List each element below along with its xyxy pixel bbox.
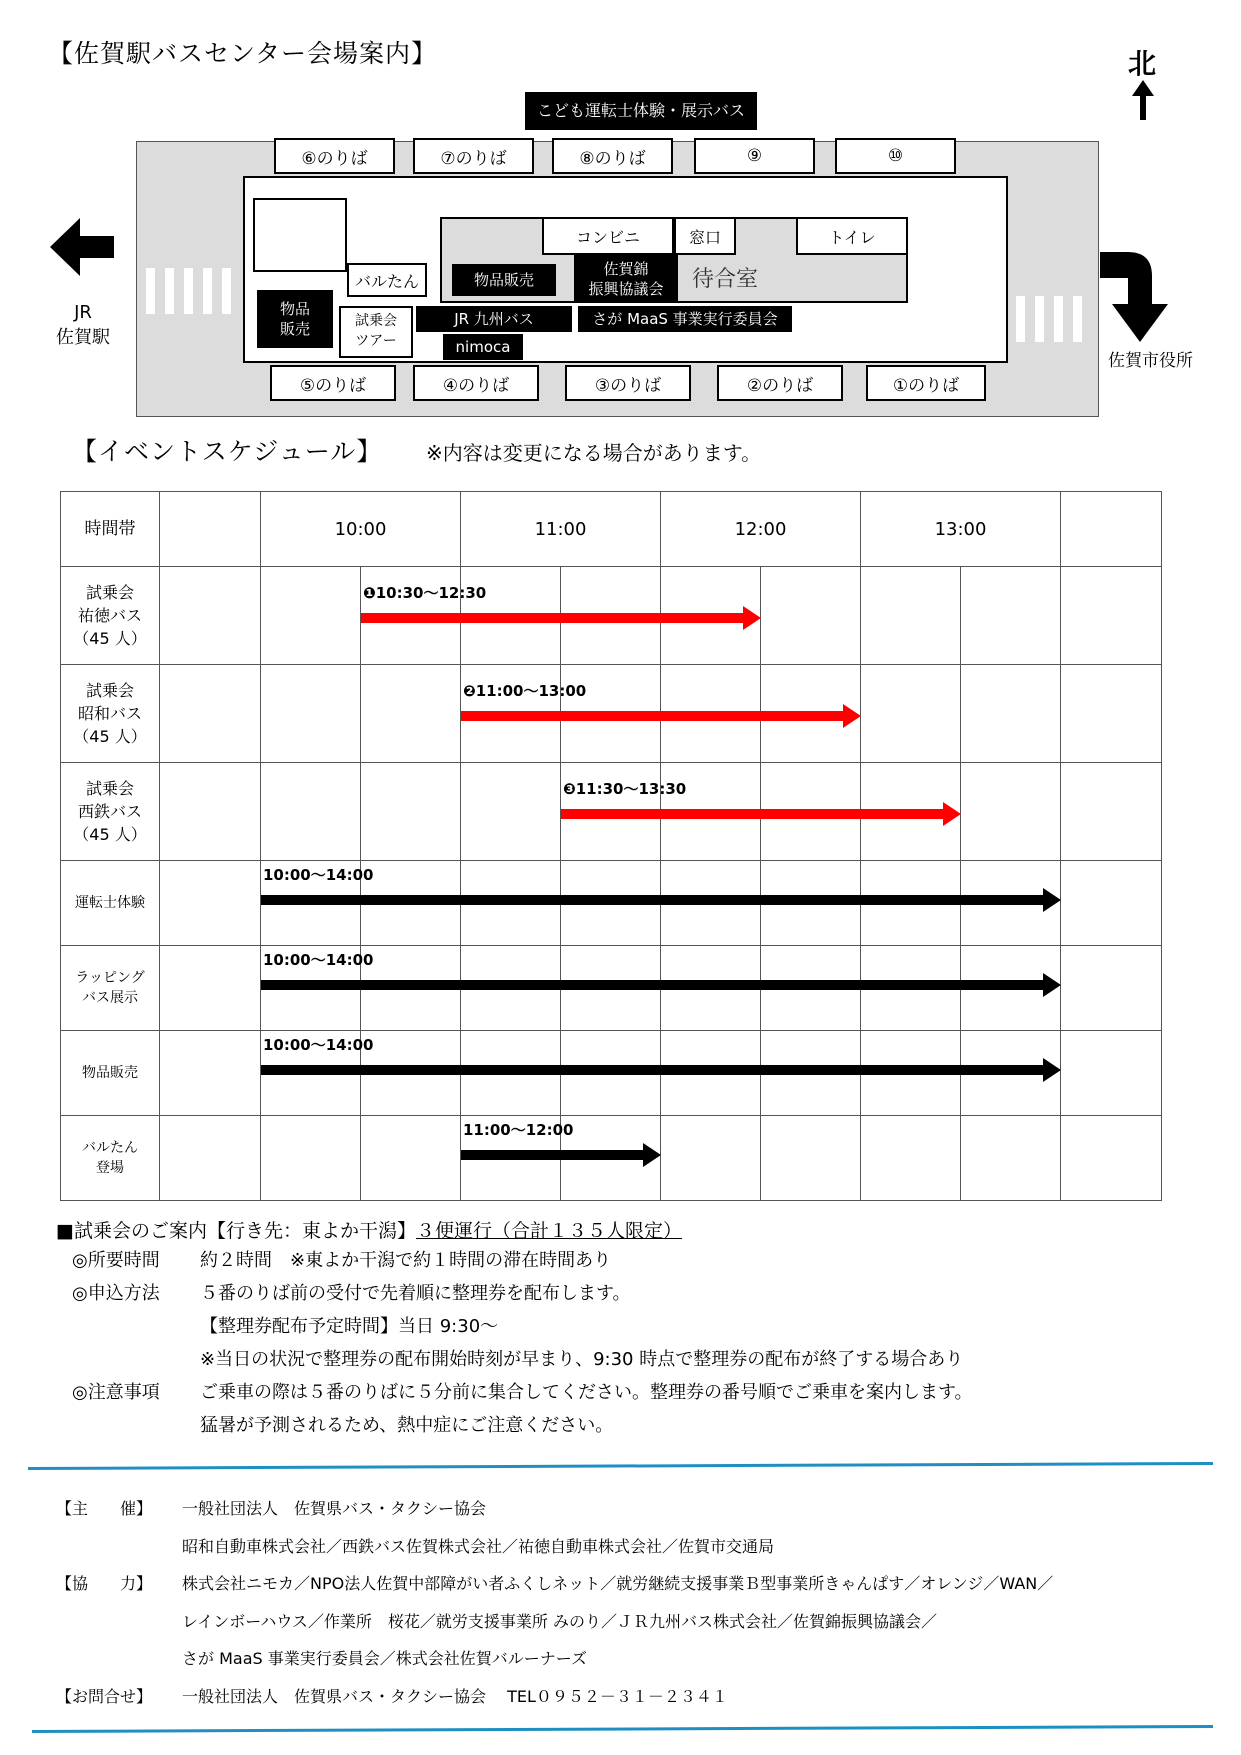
goods-sale-booth-center: 物品販売 — [452, 264, 556, 296]
footer-row: 【お問合せ】 一般社団法人 佐賀県バス・タクシー協会 TEL０９５２－３１－２３４１ — [56, 1686, 728, 1706]
saga-city-hall-label: 佐賀市役所 — [1108, 351, 1193, 371]
header-time-label: 時間帯 — [61, 492, 160, 567]
stop-2: ②のりば — [717, 365, 843, 401]
saga-maas-booth: さが MaaS 事業実行委員会 — [578, 306, 792, 332]
north-arrow-icon — [1130, 80, 1156, 120]
row-label-yutoku: 試乗会 祐徳バス （45 人） — [61, 567, 160, 665]
info-line: 猛暑が予測されるため、熱中症にご注意ください。 — [200, 1415, 614, 1436]
info-line: ※当日の状況で整理券の配布開始時刻が早まり、9:30 時点で整理券の配布が終了する場合あり — [200, 1349, 964, 1370]
schedule-title: 【イベントスケジュール】 — [72, 437, 383, 466]
convenience-store: コンビニ — [542, 217, 674, 255]
event-schedule-table — [60, 491, 1162, 1201]
barutan-booth: バルたん — [347, 263, 427, 297]
test-ride-tour-booth: 試乗会 ツアー — [339, 306, 413, 358]
schedule-bar-label: ❷11:00～13:00 — [463, 682, 587, 700]
saga-nishiki-booth: 佐賀錦 振興協議会 — [574, 255, 678, 303]
footer-row: 【主 催】 一般社団法人 佐賀県バス・タクシー協会 — [56, 1499, 487, 1518]
test-ride-heading-underlined: ３便運行（合計１３５人限定） — [415, 1220, 682, 1242]
map-title: 【佐賀駅バスセンター会場案内】 — [48, 39, 438, 68]
info-line: 【整理券配布予定時間】当日 9:30～ — [200, 1316, 499, 1337]
stop-4: ④のりば — [413, 365, 539, 401]
stop-9: ⑨ — [694, 138, 815, 174]
organizer-info — [56, 1490, 1053, 1715]
header-time-11: 11:00 — [461, 492, 661, 567]
stop-1: ①のりば — [866, 365, 986, 401]
footer-row: さが MaaS 事業実行委員会／株式会社佐賀バルーナーズ — [182, 1649, 587, 1668]
schedule-bar-label: 10:00～14:00 — [263, 951, 374, 969]
stop-7: ⑦のりば — [413, 138, 534, 174]
stop-10: ⑩ — [835, 138, 956, 174]
row-label-driver-experience: 運転士体験 — [61, 861, 160, 946]
footer-row: レインボーハウス／作業所 桜花／就労支援事業所 みのり／ＪＲ九州バス株式会社／佐賀錦振興協議会／ — [182, 1611, 938, 1631]
row-label-showa: 試乗会 昭和バス （45 人） — [61, 665, 160, 763]
header-time-12: 12:00 — [661, 492, 861, 567]
kids-driver-bus-label: こども運転士体験・展示バス — [525, 92, 757, 130]
schedule-bar-label: ❶10:30～12:30 — [363, 584, 487, 602]
schedule-note: ※内容は変更になる場合があります。 — [426, 441, 762, 465]
info-line: ◎申込方法 ５番のりば前の受付で先着順に整理券を配布します。 — [72, 1283, 631, 1304]
stop-3: ③のりば — [565, 365, 691, 401]
info-line: ◎所要時間 約２時間 ※東よか干潟で約１時間の滞在時間あり — [72, 1250, 612, 1271]
schedule-bar-label: 11:00～12:00 — [463, 1121, 574, 1139]
row-label-barutan: バルたん 登場 — [61, 1116, 160, 1201]
jr-saga-station-label: JR 佐賀駅 — [56, 302, 110, 348]
footer-row: 【協 力】 株式会社ニモカ／NPO法人佐賀中部障がい者ふくしネット／就労継続支援事業Ｂ型事業所きゃんぱす／オレンジ／WAN／ — [56, 1574, 1054, 1593]
stop-6: ⑥のりば — [274, 138, 395, 174]
header-time-10: 10:00 — [261, 492, 461, 567]
nimoca-booth: nimoca — [443, 334, 523, 360]
schedule-bar-label: ❸11:30～13:30 — [563, 780, 687, 798]
schedule-bar-label: 10:00～14:00 — [263, 866, 374, 884]
left-arrow-icon — [50, 218, 114, 276]
toilet: トイレ — [796, 217, 908, 255]
goods-sale-booth-left: 物品 販売 — [257, 290, 333, 348]
stop-5: ⑤のりば — [270, 365, 396, 401]
test-ride-info — [72, 1244, 973, 1442]
footer-row: 昭和自動車株式会社／西鉄バス佐賀株式会社／祐徳自動車株式会社／佐賀市交通局 — [182, 1536, 775, 1556]
turn-down-arrow-icon — [1100, 252, 1180, 344]
north-label: 北 — [1128, 47, 1157, 80]
empty-room — [253, 198, 347, 272]
row-label-wrapping-bus: ラッピング バス展示 — [61, 946, 160, 1031]
waiting-room-label: 待合室 — [692, 267, 759, 292]
row-label-nishitetsu: 試乗会 西鉄バス （45 人） — [61, 763, 160, 861]
row-label-goods-sale: 物品販売 — [61, 1031, 160, 1116]
footer-rule-bottom — [32, 1725, 1213, 1733]
footer-rule-top — [28, 1462, 1213, 1470]
jr-kyushu-bus-booth: JR 九州バス — [416, 306, 572, 332]
ticket-window: 窓口 — [674, 217, 736, 255]
stop-8: ⑧のりば — [552, 138, 673, 174]
test-ride-heading-text: ■試乗会のご案内【行き先：東よか干潟】 — [56, 1220, 416, 1242]
schedule-bar-label: 10:00～14:00 — [263, 1036, 374, 1054]
header-time-13: 13:00 — [861, 492, 1061, 567]
test-ride-info-heading — [56, 1216, 682, 1243]
info-line: ◎注意事項 ご乗車の際は５番のりばに５分前に集合してください。整理券の番号順でご乗車を案内します。 — [72, 1382, 973, 1403]
